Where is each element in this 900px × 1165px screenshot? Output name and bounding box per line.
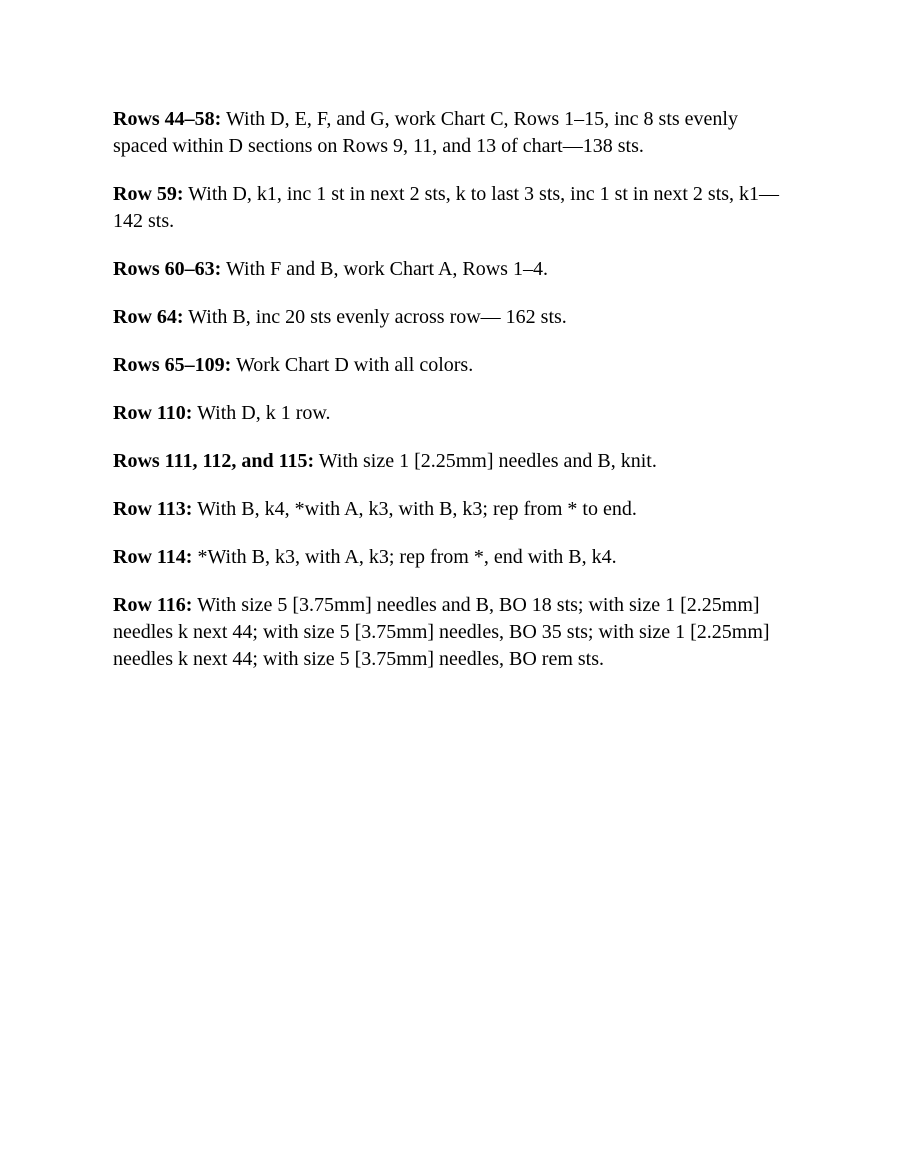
row-instruction-row-113 [113,496,793,523]
row-label: Row 114: [113,546,193,568]
row-label: Row 116: [113,594,193,616]
row-label: Row 59: [113,183,184,205]
row-instruction-rows-111-112-115 [113,448,793,475]
row-instruction-row-59 [113,181,793,235]
row-text: With size 1 [2.25mm] needles and B, knit. [314,450,657,472]
row-text: With D, k1, inc 1 st in next 2 sts, k to last 3 sts, inc 1 st in next 2 sts, k1—142 sts. [113,183,780,232]
row-instruction-row-116 [113,592,793,673]
row-instruction-row-64 [113,304,793,331]
row-instruction-row-114 [113,544,793,571]
row-label: Rows 65–109: [113,354,232,376]
row-text: With D, E, F, and G, work Chart C, Rows 1–15, inc 8 sts evenly spaced within D sections on Rows 9, 11, and 13 of chart—138 sts. [113,108,738,157]
row-label: Rows 60–63: [113,258,222,280]
row-text: *With B, k3, with A, k3; rep from *, end with B, k4. [192,546,617,568]
row-text: With B, k4, *with A, k3, with B, k3; rep from * to end. [192,498,637,520]
row-text: Work Chart D with all colors. [231,354,474,376]
row-label: Row 64: [113,306,184,328]
row-label: Rows 111, 112, and 115: [113,450,315,472]
row-instruction-rows-44-58 [113,106,793,160]
row-instruction-row-110 [113,400,793,427]
row-instruction-rows-60-63 [113,256,793,283]
document-body [113,106,793,694]
row-text: With size 5 [3.75mm] needles and B, BO 18 sts; with size 1 [2.25mm] needles k next 44; with size 5 [3.75mm] needles, BO 35 sts; with size 1 [2.25mm] needles k next 44; with size 5 [3.75mm] needles, BO rem sts. [113,594,770,670]
row-label: Row 113: [113,498,193,520]
row-text: With B, inc 20 sts evenly across row— 162 sts. [183,306,567,328]
row-instruction-rows-65-109 [113,352,793,379]
row-label: Row 110: [113,402,193,424]
row-label: Rows 44–58: [113,108,222,130]
row-text: With F and B, work Chart A, Rows 1–4. [221,258,548,280]
row-text: With D, k 1 row. [192,402,331,424]
